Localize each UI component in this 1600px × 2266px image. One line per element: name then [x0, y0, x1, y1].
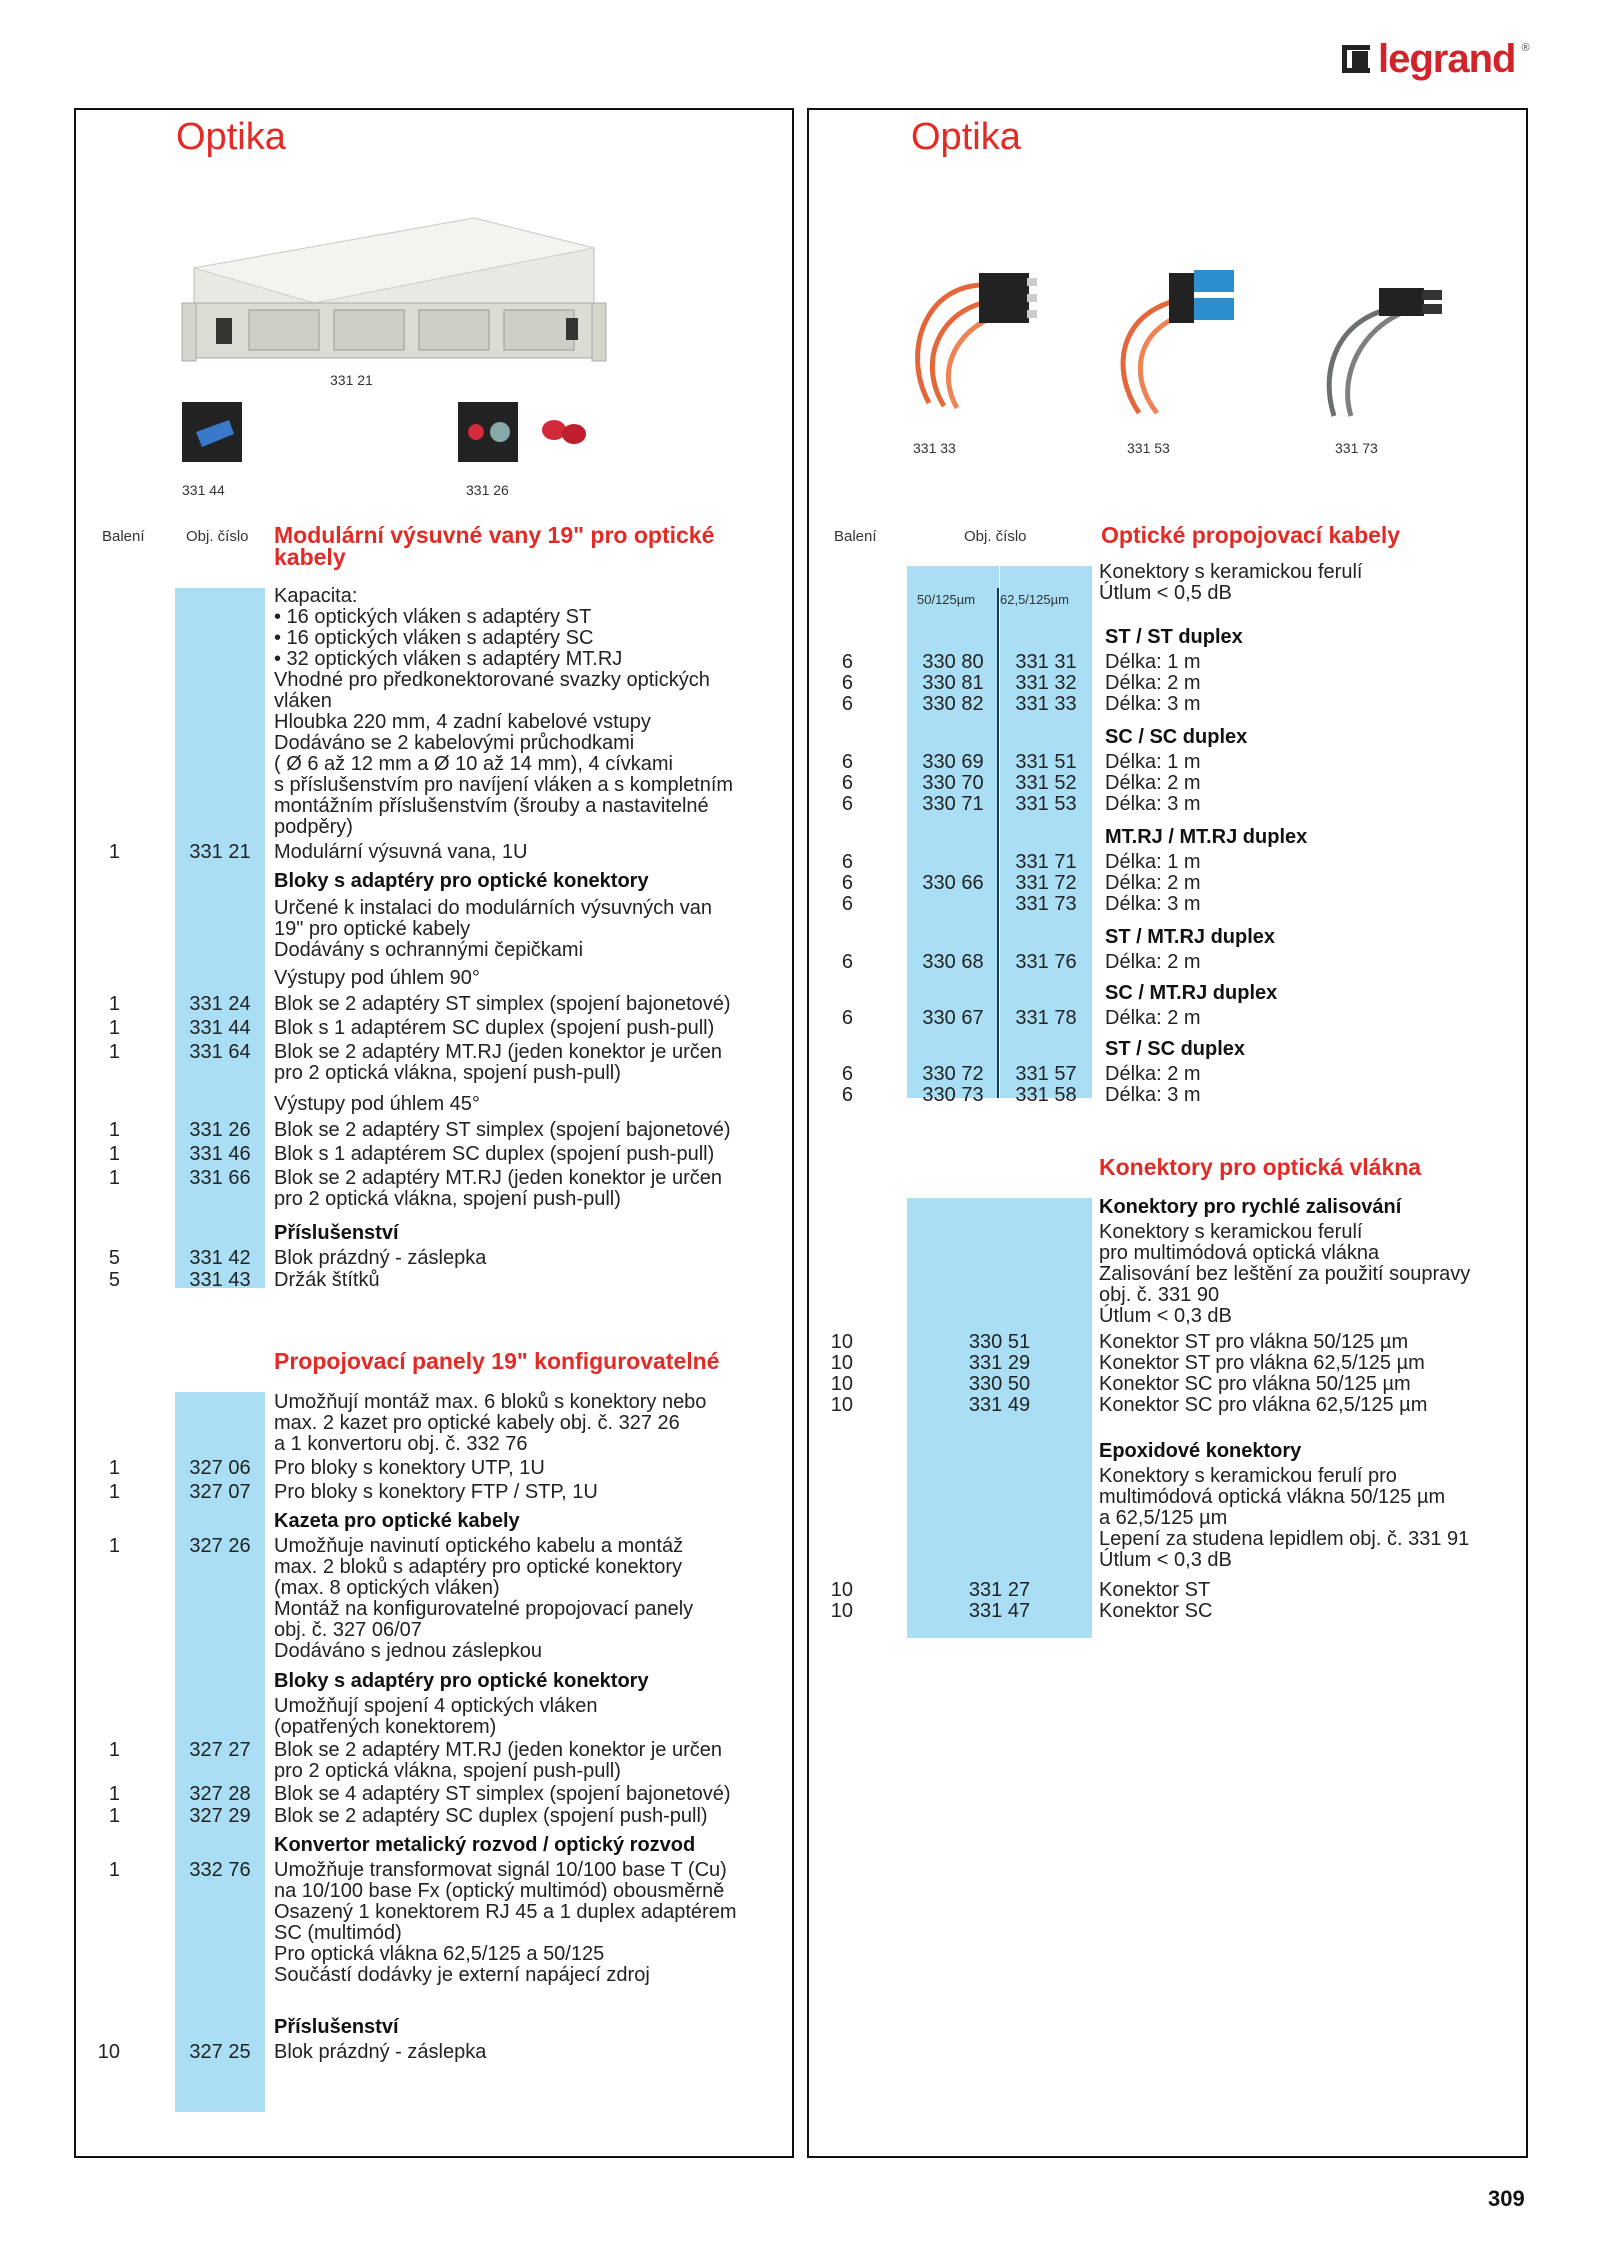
col-header-baleni: Balení: [102, 528, 145, 545]
code: 327 29: [189, 1805, 251, 1827]
qty: 10: [830, 1600, 853, 1622]
code-50: 330 68: [922, 951, 984, 973]
code: 331 27: [968, 1579, 1031, 1601]
qty: 5: [108, 1247, 120, 1269]
code-column-connectors: [907, 1198, 1092, 1638]
item-text: Délka: 1 m: [1105, 851, 1201, 873]
epoxy-description: Konektory s keramickou ferulí pro multimódová optická vlákna 50/125 µm a 62,5/125 µm Lepení za studena lepidlem obj. č. 331 91 Útlum < 0,3 dB: [1099, 1465, 1470, 1571]
cable-group-title: ST / ST duplex: [1105, 626, 1243, 648]
col-header-baleni: Balení: [834, 528, 877, 545]
qty: 1: [108, 1119, 120, 1141]
patch-cable-sc-image: [1099, 228, 1249, 418]
right-panel-title: Optika: [911, 116, 1021, 158]
item-text: Pro bloky s konektory FTP / STP, 1U: [274, 1481, 598, 1503]
code: 327 27: [189, 1739, 251, 1761]
item-text: Konektor ST: [1099, 1579, 1211, 1601]
col-header-obj: Obj. číslo: [964, 528, 1027, 545]
code: 330 51: [968, 1331, 1031, 1353]
qty: 6: [841, 1007, 853, 1029]
item-text: Délka: 3 m: [1105, 893, 1201, 915]
page-number: 309: [1488, 2186, 1525, 2211]
item-text: Blok se 2 adaptéry ST simplex (spojení bajonetové): [274, 993, 731, 1015]
code-62: 331 31: [1015, 651, 1077, 673]
qty: 1: [108, 841, 120, 863]
code-62: 331 76: [1015, 951, 1077, 973]
section-title-patch-cables: Optické propojovací kabely: [1101, 522, 1401, 548]
qty: 6: [841, 893, 853, 915]
item-text: Blok se 4 adaptéry ST simplex (spojení bajonetové): [274, 1783, 731, 1805]
qty: 1: [108, 993, 120, 1015]
cable2-caption: 331 53: [1127, 440, 1170, 456]
code-50: 330 72: [922, 1063, 984, 1085]
outputs-90: Výstupy pod úhlem 90°: [274, 967, 480, 989]
item-text: Umožňuje transformovat signál 10/100 base T (Cu) na 10/100 base Fx (optický multimód) obousměrně Osazený 1 konektorem RJ 45 a 1 duplex adaptérem SC (multimód) Pro optická vlákna 62,5/125 a 50/125 Součástí dodávky je externí napájecí zdroj: [274, 1859, 737, 1986]
cable-group-title: MT.RJ / MT.RJ duplex: [1105, 826, 1308, 848]
item-text: Délka: 2 m: [1105, 1007, 1201, 1029]
subheading-converter: Konvertor metalický rozvod / optický rozvod: [274, 1834, 696, 1856]
registered-icon: ®: [1521, 42, 1530, 54]
code-62: 331 78: [1015, 1007, 1077, 1029]
code: 331 42: [189, 1247, 251, 1269]
code-62: 331 33: [1015, 693, 1077, 715]
qty: 1: [108, 1783, 120, 1805]
item-text: Blok se 2 adaptéry MT.RJ (jeden konektor je určen pro 2 optická vlákna, spojení push-pull): [274, 1167, 722, 1210]
qty: 10: [830, 1352, 853, 1374]
code-62: 331 51: [1015, 751, 1077, 773]
qty: 10: [830, 1331, 853, 1353]
patch-panels-description: Umožňují montáž max. 6 bloků s konektory nebo max. 2 kazet pro optické kabely obj. č. 327 26 a 1 konvertoru obj. č. 332 76: [274, 1391, 707, 1455]
subheading-epoxy: Epoxidové konektory: [1099, 1440, 1302, 1462]
qty: 1: [108, 1017, 120, 1039]
item-text: Blok se 2 adaptéry ST simplex (spojení bajonetové): [274, 1119, 731, 1141]
code-62: 331 72: [1015, 872, 1077, 894]
code: 331 21: [189, 841, 251, 863]
section-title-drawers-2: kabely: [274, 544, 346, 570]
item-text: Délka: 3 m: [1105, 1084, 1201, 1106]
code-50: 330 71: [922, 793, 984, 815]
code-62: 331 73: [1015, 893, 1077, 915]
item-text: Pro bloky s konektory UTP, 1U: [274, 1457, 545, 1479]
patch-cables-description: Konektory s keramickou ferulí Útlum < 0,5 dB: [1099, 561, 1363, 604]
col-header-obj: Obj. číslo: [186, 528, 249, 545]
item-text: Blok prázdný - záslepka: [274, 2041, 487, 2063]
qty: 1: [108, 1167, 120, 1189]
rack-drawer-image: [174, 208, 614, 378]
code-50: 330 82: [922, 693, 984, 715]
code: 331 46: [189, 1143, 251, 1165]
qty: 1: [108, 1859, 120, 1881]
item-text: Konektor ST pro vlákna 62,5/125 µm: [1099, 1352, 1425, 1374]
qty: 1: [108, 1739, 120, 1761]
qty: 1: [108, 1805, 120, 1827]
code: 331 26: [189, 1119, 251, 1141]
col-header-50-125: 50/125µm: [917, 592, 976, 607]
code-62: 331 52: [1015, 772, 1077, 794]
legrand-mark-icon: [1340, 43, 1372, 75]
qty: 6: [841, 651, 853, 673]
code-62: 331 53: [1015, 793, 1077, 815]
col-header-62-125: 62,5/125µm: [1000, 592, 1069, 607]
adapter-block-sc-image: [174, 392, 254, 472]
code: 327 26: [189, 1535, 251, 1557]
left-panel: [74, 108, 794, 2158]
item-text: Délka: 2 m: [1105, 951, 1201, 973]
qty: 6: [841, 693, 853, 715]
code-50: 330 69: [922, 751, 984, 773]
code: 327 28: [189, 1783, 251, 1805]
code-50: 330 70: [922, 772, 984, 794]
subheading-quick-crimp: Konektory pro rychlé zalisování: [1099, 1196, 1402, 1218]
code: 331 44: [189, 1017, 251, 1039]
item-text: Blok se 2 adaptéry MT.RJ (jeden konektor je určen pro 2 optická vlákna, spojení push-pull): [274, 1739, 722, 1782]
code: 327 06: [189, 1457, 251, 1479]
qty: 6: [841, 951, 853, 973]
adapter-block-st-image: [456, 392, 606, 472]
item-text: Umožňuje navinutí optického kabelu a montáž max. 2 bloků s adaptéry pro optické konektory (max. 8 optických vláken) Montáž na konfigurovatelné propojovací panely obj. č. 327 06/07 Dodáváno s jednou záslepkou: [274, 1535, 694, 1662]
subheading-adapter-blocks-2: Bloky s adaptéry pro optické konektory: [274, 1670, 649, 1692]
item-text: Konektor SC pro vlákna 50/125 µm: [1099, 1373, 1411, 1395]
qty: 6: [841, 1084, 853, 1106]
section-title-connectors: Konektory pro optická vlákna: [1099, 1154, 1422, 1180]
brand-name: legrand: [1378, 36, 1516, 81]
rack-caption: 331 21: [330, 372, 373, 388]
outputs-45: Výstupy pod úhlem 45°: [274, 1093, 480, 1115]
code-62: 331 71: [1015, 851, 1077, 873]
code-62: 331 57: [1015, 1063, 1077, 1085]
patch-cable-mtrj-image: [1309, 228, 1459, 418]
drawers-description: Kapacita: • 16 optických vláken s adaptéry ST • 16 optických vláken s adaptéry SC • 32 optických vláken s adaptéry MT.RJ Vhodné pro předkonektorované svazky optických vláken Hloubka 220 mm, 4 zadní kabelové vstupy Dodáváno se 2 kabelovými průchodkami ( Ø 6 až 12 mm a Ø 10 až 14 mm), 4 cívkami s příslušenstvím pro navíjení vláken a s kompletním montážním příslušenstvím (šrouby a nastavitelné podpěry): [274, 585, 734, 838]
code-50: 330 67: [922, 1007, 984, 1029]
qty: 6: [841, 772, 853, 794]
item-text: Délka: 2 m: [1105, 672, 1201, 694]
subheading-adapter-blocks: Bloky s adaptéry pro optické konektory: [274, 870, 649, 892]
code-50: 330 66: [922, 872, 984, 894]
item-text: Držák štítků: [274, 1269, 380, 1291]
block1-caption: 331 44: [182, 482, 225, 498]
item-text: Délka: 1 m: [1105, 651, 1201, 673]
item-text: Konektor ST pro vlákna 50/125 µm: [1099, 1331, 1409, 1353]
code: 332 76: [189, 1859, 251, 1881]
subheading-accessories: Příslušenství: [274, 1222, 399, 1244]
item-text: Délka: 3 m: [1105, 693, 1201, 715]
item-text: Konektor SC pro vlákna 62,5/125 µm: [1099, 1394, 1428, 1416]
qty: 10: [830, 1373, 853, 1395]
cable-group-title: SC / SC duplex: [1105, 726, 1248, 748]
item-text: Blok se 2 adaptéry MT.RJ (jeden konektor je určen pro 2 optická vlákna, spojení push-pull): [274, 1041, 722, 1084]
cable1-caption: 331 33: [913, 440, 956, 456]
left-panel-title: Optika: [176, 116, 286, 158]
code: 327 07: [189, 1481, 251, 1503]
item-text: Délka: 3 m: [1105, 793, 1201, 815]
item-text: Blok s 1 adaptérem SC duplex (spojení push-pull): [274, 1143, 715, 1165]
cable-group-title: ST / SC duplex: [1105, 1038, 1246, 1060]
code-50: 330 73: [922, 1084, 984, 1106]
cable-group-title: ST / MT.RJ duplex: [1105, 926, 1276, 948]
adapter-blocks-2-description: Umožňují spojení 4 optických vláken (opatřených konektorem): [274, 1695, 598, 1738]
item-text: Délka: 2 m: [1105, 872, 1201, 894]
qty: 6: [841, 851, 853, 873]
quick-crimp-description: Konektory s keramickou ferulí pro multimódová optická vlákna Zalisování bez leštění za použití soupravy obj. č. 331 90 Útlum < 0,3 dB: [1099, 1221, 1471, 1327]
item-text: Délka: 1 m: [1105, 751, 1201, 773]
patch-cable-st-image: [889, 228, 1039, 418]
item-text: Konektor SC: [1099, 1600, 1213, 1622]
cable-group-title: SC / MT.RJ duplex: [1105, 982, 1278, 1004]
code-62: 331 32: [1015, 672, 1077, 694]
code: 331 47: [968, 1600, 1031, 1622]
qty: 6: [841, 751, 853, 773]
code: 331 64: [189, 1041, 251, 1063]
item-text: Blok s 1 adaptérem SC duplex (spojení push-pull): [274, 1017, 715, 1039]
qty: 1: [108, 1143, 120, 1165]
qty: 6: [841, 672, 853, 694]
item-text: Blok prázdný - záslepka: [274, 1247, 487, 1269]
code-50: 330 80: [922, 651, 984, 673]
code: 331 24: [189, 993, 251, 1015]
qty: 10: [830, 1394, 853, 1416]
section-title-patch-panels: Propojovací panely 19" konfigurovatelné: [274, 1348, 720, 1374]
code: 331 29: [968, 1352, 1031, 1374]
block2-caption: 331 26: [466, 482, 509, 498]
qty: 1: [108, 1481, 120, 1503]
code: 327 25: [189, 2041, 251, 2063]
qty: 5: [108, 1269, 120, 1291]
qty: 6: [841, 872, 853, 894]
code-62: 331 58: [1015, 1084, 1077, 1106]
subheading-accessories-2: Příslušenství: [274, 2016, 399, 2038]
cable3-caption: 331 73: [1335, 440, 1378, 456]
code: 331 43: [189, 1269, 251, 1291]
qty: 6: [841, 1063, 853, 1085]
legrand-logo: [1340, 34, 1530, 84]
section-title-drawers: Modulární výsuvné vany 19" pro optické: [274, 522, 715, 548]
right-panel: [807, 108, 1528, 2158]
subheading-cassette: Kazeta pro optické kabely: [274, 1510, 520, 1532]
adapter-blocks-description: Určené k instalaci do modulárních výsuvných van 19" pro optické kabely Dodávány s ochrannými čepičkami: [274, 897, 712, 961]
item-text: Modulární výsuvná vana, 1U: [274, 841, 528, 863]
item-text: Délka: 2 m: [1105, 772, 1201, 794]
qty: 1: [108, 1535, 120, 1557]
code: 330 50: [968, 1373, 1031, 1395]
qty: 10: [97, 2041, 120, 2063]
code: 331 66: [189, 1167, 251, 1189]
qty: 6: [841, 793, 853, 815]
qty: 10: [830, 1579, 853, 1601]
item-text: Blok se 2 adaptéry SC duplex (spojení push-pull): [274, 1805, 708, 1827]
qty: 1: [108, 1041, 120, 1063]
code: 331 49: [968, 1394, 1031, 1416]
code-50: 330 81: [922, 672, 984, 694]
qty: 1: [108, 1457, 120, 1479]
item-text: Délka: 2 m: [1105, 1063, 1201, 1085]
